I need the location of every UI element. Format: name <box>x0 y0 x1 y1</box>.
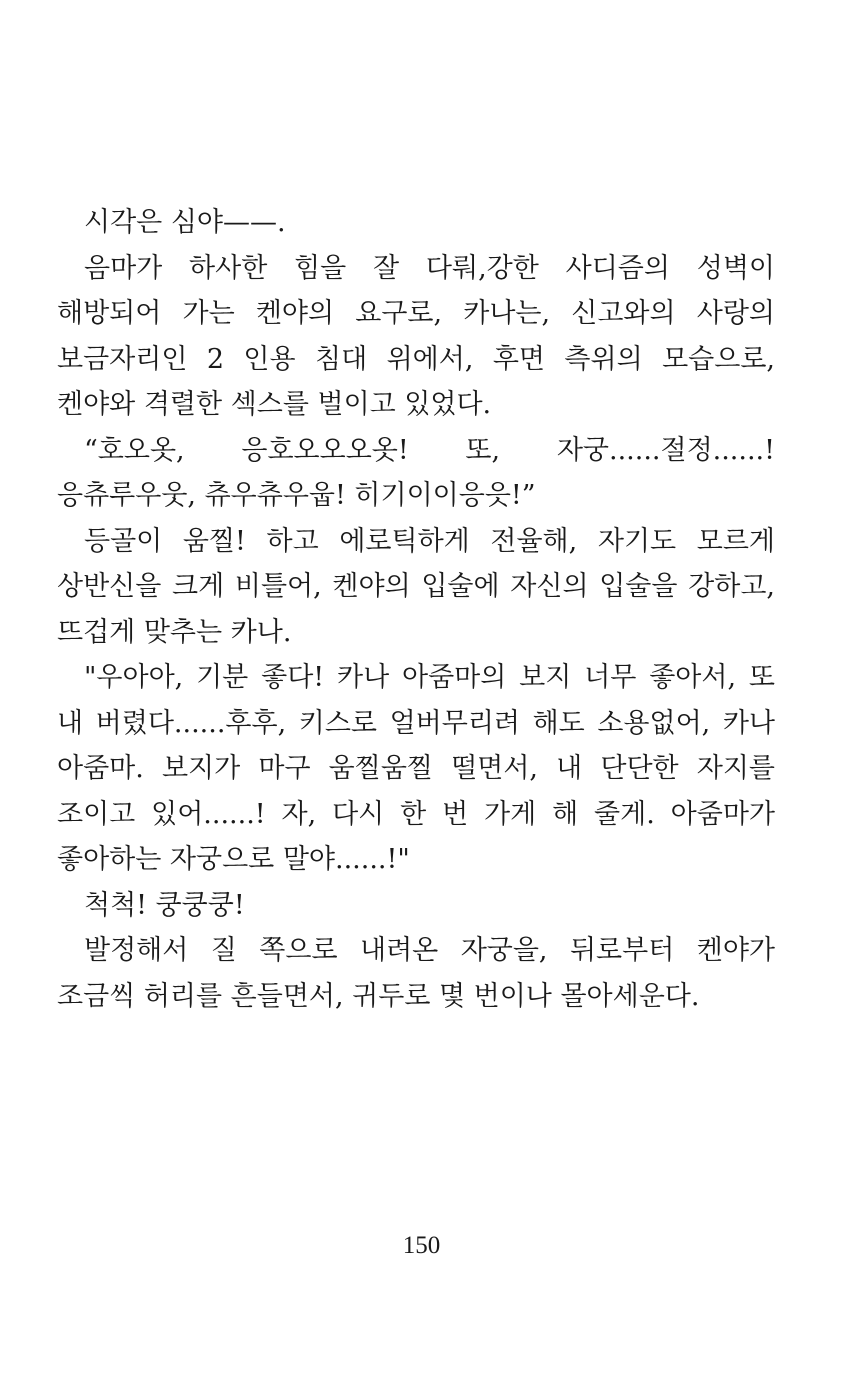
page-body <box>57 200 775 1019</box>
paragraph-1: 시각은 심야——. <box>84 207 286 238</box>
paragraph-2: 음마가 하사한 힘을 잘 다뤄,강한 사디즘의 성벽이 해방되어 가는 켄야의 요구로, 카나는, 신고와의 사랑의 보금자리인 2 인용 침대 위에서, 후면 측위의 모습으로, 켄야와 격렬한 섹스를 벌이고 있었다. <box>57 252 775 420</box>
paragraph-6: 척척! 쿵쿵쿵! <box>84 889 245 921</box>
paragraph-5: "우아아, 기분 좋다! 카나 아줌마의 보지 너무 좋아서, 또 내 버렸다......후후, 키스로 얼버무리려 해도 소용없어, 카나 아줌마. 보지가 마구 움찔움찔 떨면서, 내 단단한 자지를 조이고 있어......! 자, 다시 한 번 가게 해 줄게. 아줌마가 좋아하는 자궁으로 말야......!" <box>57 662 775 875</box>
paragraph-4: 등골이 움찔! 하고 에로틱하게 전율해, 자기도 모르게 상반신을 크게 비틀어, 켄야의 입술에 자신의 입술을 강하고, 뜨겁게 맞추는 카나. <box>57 525 775 648</box>
paragraph-7: 발정해서 질 쪽으로 내려온 자궁을, 뒤로부터 켄야가 조금씩 허리를 흔들면서, 귀두로 몇 번이나 몰아세운다. <box>57 935 775 1012</box>
paragraph-3: “호오옷, 응호오오오옷! 또, 자궁......절정......! 응츄루우웃, 츄우츄우웁! 히기이이응읏!” <box>57 434 775 511</box>
page-number: 150 <box>402 1232 441 1259</box>
